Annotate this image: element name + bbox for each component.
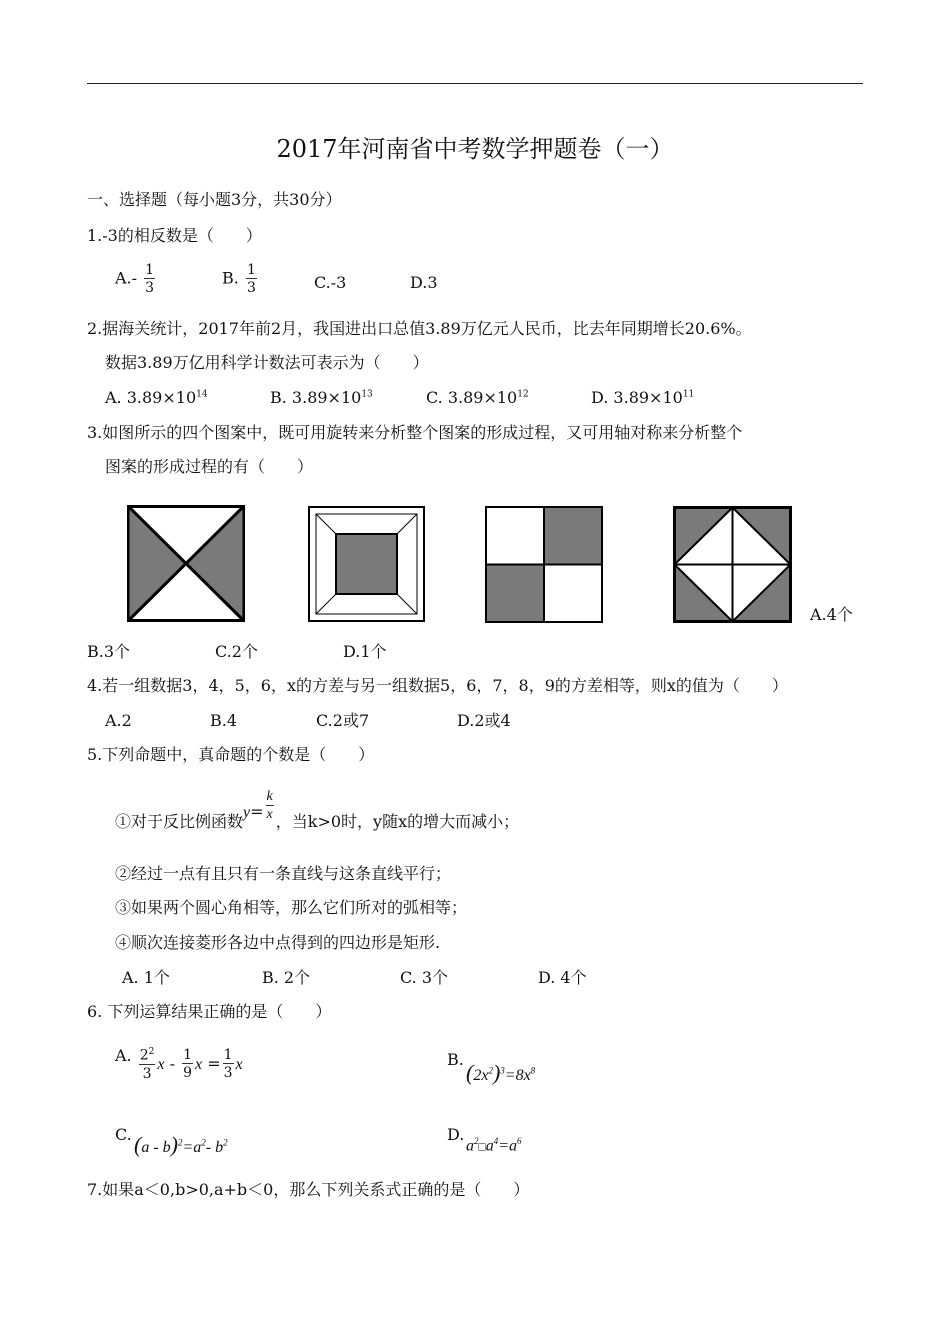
q3-figure-3 [485,506,603,623]
q3-option-c: C.2个 [215,642,258,661]
q4-option-c: C.2或7 [316,711,370,730]
q5-proposition-4: ④顺次连接菱形各边中点得到的四边形是矩形. [115,933,441,952]
q6-option-b-expr: $(2x^2)^3=8x^8$ [466,1060,536,1085]
q3-figure-2 [308,506,425,622]
q2-option-a: A. $3.89\times 10^{14}$ [105,388,208,407]
q2-line2: 数据3.89万亿用科学计数法可表示为（ ） [105,353,429,372]
q5-proposition-1: ①对于反比例函数y= $\frac{k}{x}$ ，当k>0时，y随x的增大而减小； [115,789,520,831]
q1-option-a: A.- $\frac{1}{3}$ [115,262,155,296]
q6-a-frac-2: $\frac{1}{9}$ [183,1047,193,1082]
q6-option-b: B. [447,1050,464,1069]
q3-option-a: A.4个 [810,605,853,624]
q2-option-c: C. $3.89\times 10^{12}$ [426,388,529,407]
q5-stem: 5.下列命题中，真命题的个数是（ ） [87,745,375,764]
q1-a-fraction: $\frac{1}{3}$ [145,262,155,296]
q5-option-c: C. 3个 [400,968,449,987]
q5-k-over-x: $\frac{k}{x}$ [266,789,273,822]
q1-option-c: C.-3 [314,273,347,292]
q3-line1: 3.如图所示的四个图案中，既可用旋转来分析整个图案的形成过程，又可用轴对称来分析整个 [87,423,743,442]
q6-option-d: D. [447,1125,465,1144]
q6-option-c-expr: $(a - b)^2=a^2-$ $b^2$ [134,1132,228,1157]
q2-option-b: B. $3.89\times 10^{13}$ [270,388,373,407]
q6-a-frac-3: $\frac{1}{3}$ [223,1047,233,1082]
q5-option-d: D. 4个 [538,968,587,987]
q4-option-b: B.4 [210,711,238,730]
q5-proposition-2: ②经过一点有且只有一条直线与这条直线平行； [115,864,452,883]
q6-stem: 6. 下列运算结果正确的是（ ） [87,1002,332,1021]
q3-figure-4 [673,506,792,623]
q4-option-a: A.2 [105,711,132,730]
q1-b-fraction: $\frac{1}{3}$ [246,262,256,296]
q4-option-d: D.2或4 [457,711,511,730]
q6-option-c: C. [115,1125,132,1144]
q3-option-b: B.3个 [87,642,131,661]
q5-proposition-3: ③如果两个圆心角相等，那么它们所对的弧相等； [115,898,468,917]
q3-figure-1 [127,505,245,622]
q7-stem: 7.如果a＜0,b>0,a+b＜0，那么下列关系式正确的是（ ） [87,1180,530,1199]
q4-stem: 4.若一组数据3，4，5，6，x的方差与另一组数据5，6，7，8，9的方差相等，则x的值为（ ） [87,676,788,695]
q2-option-d: D. $3.89\times 10^{11}$ [591,388,695,407]
q2-line1: 2.据海关统计，2017年前2月，我国进出口总值3.89万亿元人民币，比去年同期增长20.6%。 [87,319,752,338]
q6-a-frac-1: $\frac{2^2}{3}$ [139,1047,155,1082]
q5-option-a: A. 1个 [122,968,170,987]
q1-stem: 1.-3的相反数是（ ） [87,226,262,245]
q1-option-d: D.3 [410,273,438,292]
q6-option-d-expr: $a^2□a^4=a^6$ [466,1136,522,1155]
q3-option-d: D.1个 [343,642,387,661]
q3-line2: 图案的形成过程的有（ ） [105,457,314,476]
q5-option-b: B. 2个 [262,968,311,987]
q6-option-a: A. $\frac{2^2}{3}$ x - $\frac{1}{9}$ x = $\frac{1}{3}$ x [115,1045,243,1082]
q1-option-b: B. $\frac{1}{3}$ [222,262,256,296]
page-title: 2017年河南省中考数学押题卷（一） [276,135,674,163]
section-heading: 一、选择题（每小题3分，共30分） [87,190,342,209]
header-rule [87,83,863,84]
